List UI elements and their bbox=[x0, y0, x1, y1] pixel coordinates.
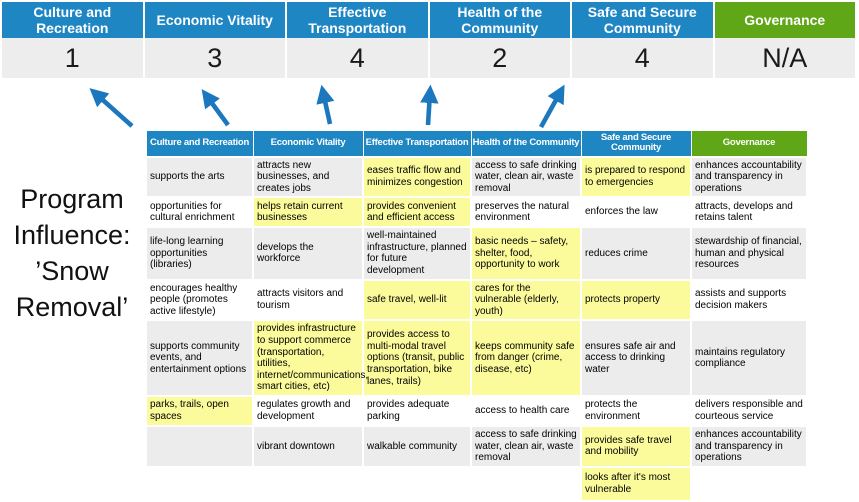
score-column-safe-and-secure-community bbox=[572, 2, 713, 78]
matrix-cell-r1c3: eases traffic flow and minimizes congestion bbox=[363, 157, 471, 198]
matrix-cell-r8c5: looks after it's most vulnerable bbox=[581, 467, 691, 501]
matrix-cell-r4c6: assists and supports decision makers bbox=[691, 280, 807, 321]
matrix-cell-r5c1: supports community events, and entertainment options bbox=[146, 320, 253, 396]
matrix-row-1 bbox=[146, 157, 807, 198]
matrix-cell-r2c1: opportunities for cultural enrichment bbox=[146, 197, 253, 227]
matrix-header-row bbox=[146, 131, 807, 157]
matrix-cell-r3c1: life-long learning opportunities (libraries) bbox=[146, 227, 253, 279]
score-value-effective-transportation: 4 bbox=[287, 38, 428, 78]
matrix-cell-r1c5: is prepared to respond to emergencies bbox=[581, 157, 691, 198]
matrix-cell-r3c6: stewardship of financial, human and physical resources bbox=[691, 227, 807, 279]
score-header-governance: Governance bbox=[715, 2, 856, 38]
score-header-culture-and-recreation: Culture and Recreation bbox=[2, 2, 143, 38]
matrix-cell-r5c2: provides infrastructure to support commerce (transportation, utilities, internet/communications, smart cities, etc) bbox=[253, 320, 363, 396]
score-value-governance: N/A bbox=[715, 38, 856, 78]
matrix-row-7 bbox=[146, 426, 807, 467]
matrix-cell-r5c3: provides access to multi-modal travel options (transit, public transportation, bike lanes, trails) bbox=[363, 320, 471, 396]
matrix-cell-r2c6: attracts, develops and retains talent bbox=[691, 197, 807, 227]
matrix-row-4 bbox=[146, 280, 807, 321]
matrix-cell-r3c2: develops the workforce bbox=[253, 227, 363, 279]
score-column-health-of-the-community bbox=[430, 2, 571, 78]
matrix-cell-r7c2: vibrant downtown bbox=[253, 426, 363, 467]
matrix-cell-r2c4: preserves the natural environment bbox=[471, 197, 581, 227]
score-value-health-of-the-community: 2 bbox=[430, 38, 571, 78]
matrix-cell-r5c4: keeps community safe from danger (crime, disease, etc) bbox=[471, 320, 581, 396]
arrow-safe-secure bbox=[541, 91, 561, 127]
matrix-cell-r8c3 bbox=[363, 467, 471, 501]
matrix-cell-r6c4: access to health care bbox=[471, 396, 581, 426]
matrix-cell-r8c6 bbox=[691, 467, 807, 501]
matrix-cell-r7c6: enhances accountability and transparency in operations bbox=[691, 426, 807, 467]
score-column-culture-and-recreation bbox=[2, 2, 143, 78]
matrix-body bbox=[146, 157, 807, 501]
matrix-cell-r4c1: encourages healthy people (promotes active lifestyle) bbox=[146, 280, 253, 321]
matrix-cell-r8c4 bbox=[471, 467, 581, 501]
matrix-row-5 bbox=[146, 320, 807, 396]
influence-arrows bbox=[0, 78, 700, 136]
matrix-cell-r4c4: cares for the vulnerable (elderly, youth) bbox=[471, 280, 581, 321]
matrix-cell-r1c4: access to safe drinking water, clean air, waste removal bbox=[471, 157, 581, 198]
matrix-header-health-of-the-community: Health of the Community bbox=[471, 131, 581, 157]
score-value-safe-and-secure-community: 4 bbox=[572, 38, 713, 78]
matrix-cell-r7c5: provides safe travel and mobility bbox=[581, 426, 691, 467]
matrix-cell-r8c2 bbox=[253, 467, 363, 501]
matrix-cell-r5c5: ensures safe air and access to drinking water bbox=[581, 320, 691, 396]
matrix-cell-r6c1: parks, trails, open spaces bbox=[146, 396, 253, 426]
score-header-economic-vitality: Economic Vitality bbox=[145, 2, 286, 38]
matrix-header-governance: Governance bbox=[691, 131, 807, 157]
matrix-row-8 bbox=[146, 467, 807, 501]
score-header-safe-and-secure-community: Safe and Secure Community bbox=[572, 2, 713, 38]
score-header-health-of-the-community: Health of the Community bbox=[430, 2, 571, 38]
matrix-row-2 bbox=[146, 197, 807, 227]
matrix-cell-r2c3: provides convenient and efficient access bbox=[363, 197, 471, 227]
matrix-cell-r4c3: safe travel, well-lit bbox=[363, 280, 471, 321]
scoreboard bbox=[2, 2, 855, 78]
score-value-culture-and-recreation: 1 bbox=[2, 38, 143, 78]
matrix-cell-r6c6: delivers responsible and courteous service bbox=[691, 396, 807, 426]
matrix-row-6 bbox=[146, 396, 807, 426]
score-header-effective-transportation: Effective Transportation bbox=[287, 2, 428, 38]
matrix-cell-r7c1 bbox=[146, 426, 253, 467]
matrix-row-3 bbox=[146, 227, 807, 279]
matrix-cell-r4c5: protects property bbox=[581, 280, 691, 321]
score-column-effective-transportation bbox=[287, 2, 428, 78]
matrix-cell-r1c6: enhances accountability and transparency in operations bbox=[691, 157, 807, 198]
matrix-header-economic-vitality: Economic Vitality bbox=[253, 131, 363, 157]
matrix-cell-r1c1: supports the arts bbox=[146, 157, 253, 198]
arrow-culture bbox=[95, 93, 132, 126]
matrix-cell-r3c5: reduces crime bbox=[581, 227, 691, 279]
matrix-cell-r1c2: attracts new businesses, and creates jobs bbox=[253, 157, 363, 198]
matrix-cell-r3c3: well-maintained infrastructure, planned for future development bbox=[363, 227, 471, 279]
score-value-economic-vitality: 3 bbox=[145, 38, 286, 78]
matrix-cell-r6c3: provides adequate parking bbox=[363, 396, 471, 426]
matrix-cell-r3c4: basic needs – safety, shelter, food, opportunity to work bbox=[471, 227, 581, 279]
matrix-cell-r5c6: maintains regulatory compliance bbox=[691, 320, 807, 396]
page-title: Program Influence: ’Snow Removal’ bbox=[13, 184, 131, 322]
matrix-cell-r2c2: helps retain current businesses bbox=[253, 197, 363, 227]
arrow-transportation bbox=[323, 92, 330, 124]
matrix-header-effective-transportation: Effective Transportation bbox=[363, 131, 471, 157]
influence-matrix bbox=[145, 130, 808, 502]
matrix-cell-r6c5: protects the environment bbox=[581, 396, 691, 426]
matrix-cell-r2c5: enforces the law bbox=[581, 197, 691, 227]
arrow-health bbox=[428, 92, 430, 125]
matrix-cell-r7c4: access to safe drinking water, clean air, waste removal bbox=[471, 426, 581, 467]
score-column-governance bbox=[715, 2, 856, 78]
matrix-cell-r6c2: regulates growth and development bbox=[253, 396, 363, 426]
arrow-economic bbox=[206, 95, 228, 125]
matrix-cell-r8c1 bbox=[146, 467, 253, 501]
score-column-economic-vitality bbox=[145, 2, 286, 78]
matrix-header-safe-and-secure-community: Safe and Secure Community bbox=[581, 131, 691, 157]
matrix-header-culture-and-recreation: Culture and Recreation bbox=[146, 131, 253, 157]
matrix-cell-r4c2: attracts visitors and tourism bbox=[253, 280, 363, 321]
matrix-cell-r7c3: walkable community bbox=[363, 426, 471, 467]
